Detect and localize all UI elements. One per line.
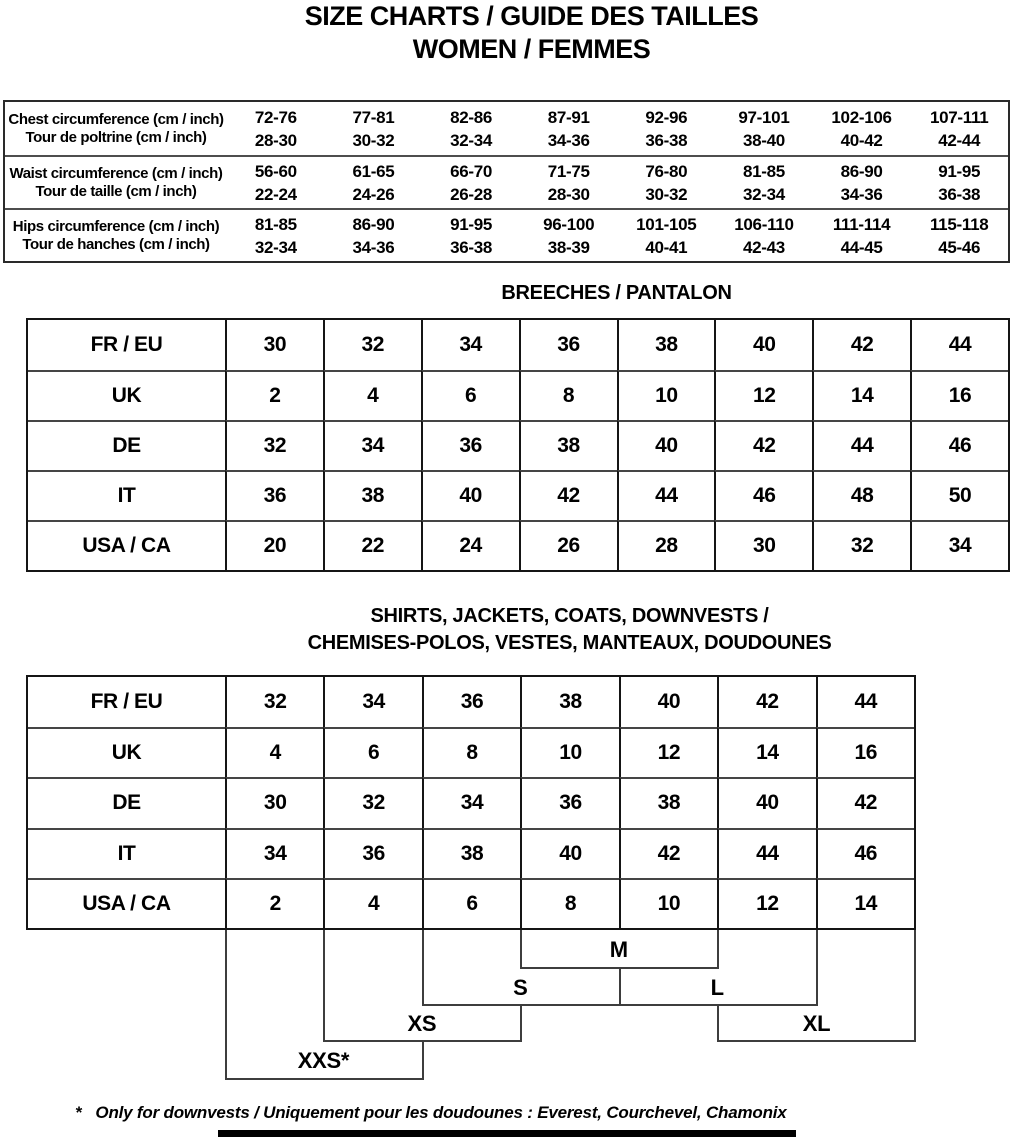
shirts-size-cell: 40	[619, 677, 717, 727]
measurement-label-en: Waist circumference (cm / inch)	[9, 164, 223, 182]
measurement-value-cell	[715, 155, 813, 208]
measurement-cm-range: 76-80	[645, 161, 688, 181]
shirts-row-label: FR / EU	[90, 690, 163, 714]
measurement-inch-range: 24-26	[352, 184, 395, 204]
measurement-inch-range: 38-39	[547, 237, 590, 257]
shirts-size-cell: 36	[520, 777, 618, 827]
breeches-size-cell: 30	[225, 320, 323, 370]
shirts-size-cell: 46	[816, 828, 914, 878]
breeches-size-cell: 12	[714, 370, 812, 420]
shirts-size-cell: 30	[225, 777, 323, 827]
breeches-size-cell: 38	[519, 420, 617, 470]
shirts-size-cell: 4	[323, 878, 421, 928]
breeches-size-cell: 10	[617, 370, 715, 420]
measurement-inch-range: 28-30	[547, 184, 590, 204]
breeches-size-cell: 42	[714, 420, 812, 470]
size-band-label: L	[710, 974, 724, 1000]
measurement-inch-range: 26-28	[450, 184, 493, 204]
breeches-size-cell: 36	[519, 320, 617, 370]
measurement-value-cell	[813, 102, 911, 155]
footnote-text: Only for downvests / Uniquement pour les doudounes : Everest, Courchevel, Chamonix	[95, 1103, 787, 1122]
footnote	[75, 1103, 787, 1123]
breeches-size-cell: 26	[519, 520, 617, 570]
shirts-size-cell: 14	[816, 878, 914, 928]
size-band-label: XS	[407, 1011, 437, 1036]
measurement-value-cell	[227, 208, 325, 261]
breeches-size-cell: 36	[421, 420, 519, 470]
breeches-size-cell: 38	[617, 320, 715, 370]
breeches-size-cell: 50	[910, 470, 1008, 520]
breeches-row-label: FR / EU	[90, 333, 163, 356]
measurement-label-fr: Tour de poltrine (cm / inch)	[25, 128, 207, 146]
shirts-size-cell: 40	[717, 777, 815, 827]
measurement-cm-range: 107-111	[929, 107, 989, 127]
measurement-inch-range: 32-34	[450, 130, 493, 150]
shirts-size-cell: 32	[323, 777, 421, 827]
measurement-cm-range: 97-101	[738, 107, 790, 127]
measurement-cm-range: 91-95	[450, 214, 493, 234]
shirts-size-table	[26, 675, 916, 930]
breeches-size-cell: 38	[323, 470, 421, 520]
shirts-size-cell: 44	[816, 677, 914, 727]
shirts-size-cell: 36	[422, 677, 520, 727]
breeches-size-cell: 34	[421, 320, 519, 370]
shirts-heading-line1: SHIRTS, JACKETS, COATS, DOWNVESTS /	[370, 605, 769, 627]
title-line1: SIZE CHARTS / GUIDE DES TAILLES	[304, 1, 759, 31]
measurement-cm-range: 101-105	[636, 214, 697, 234]
size-band-line	[914, 930, 916, 1042]
breeches-size-cell: 20	[225, 520, 323, 570]
measurement-cm-range: 115-118	[929, 214, 989, 234]
measurement-value-cell	[325, 155, 423, 208]
measurement-inch-range: 30-32	[352, 130, 395, 150]
breeches-size-cell: 40	[617, 420, 715, 470]
measurement-cm-range: 72-76	[254, 107, 297, 127]
measurement-inch-range: 30-32	[645, 184, 688, 204]
measurement-cm-range: 87-91	[547, 107, 590, 127]
breeches-size-cell: 28	[617, 520, 715, 570]
shirts-size-cell: 16	[816, 727, 914, 777]
measurement-inch-range: 38-40	[742, 130, 785, 150]
measurement-label-en: Chest circumference (cm / inch)	[8, 110, 224, 128]
measurement-inch-range: 40-42	[840, 130, 883, 150]
shirts-size-cell: 14	[717, 727, 815, 777]
footnote-marker: *	[75, 1103, 82, 1122]
breeches-size-cell: 42	[812, 320, 910, 370]
measurement-value-cell	[618, 208, 716, 261]
breeches-size-cell: 40	[714, 320, 812, 370]
measurement-cm-range: 61-65	[352, 161, 395, 181]
breeches-size-cell: 44	[617, 470, 715, 520]
size-band-label: XL	[802, 1011, 831, 1036]
breeches-size-cell: 40	[421, 470, 519, 520]
measurement-cm-range: 66-70	[450, 161, 493, 181]
measurement-inch-range: 36-38	[450, 237, 493, 257]
size-band-line	[422, 930, 424, 1006]
measurement-inch-range: 36-38	[645, 130, 688, 150]
measurement-value-cell	[715, 102, 813, 155]
size-band-label: S	[513, 974, 528, 1000]
measurement-value-cell	[618, 155, 716, 208]
measurement-row-label	[5, 102, 227, 155]
shirts-size-cell: 2	[225, 878, 323, 928]
breeches-row-label: USA / CA	[28, 520, 225, 570]
breeches-row-label: IT	[28, 470, 225, 520]
breeches-size-cell: 46	[910, 420, 1008, 470]
shirts-size-cell: 6	[422, 878, 520, 928]
measurement-cm-range: 111-114	[832, 214, 891, 234]
shirts-row-label: DE	[28, 777, 225, 827]
measurement-cm-range: 77-81	[352, 107, 395, 127]
measurement-cm-range: 81-85	[254, 214, 297, 234]
measurement-value-cell	[910, 102, 1008, 155]
title-line2: WOMEN / FEMMES	[412, 34, 651, 64]
measurement-inch-range: 34-36	[840, 184, 883, 204]
measurement-value-cell	[325, 208, 423, 261]
measurement-value-cell	[422, 102, 520, 155]
measurement-value-cell	[227, 155, 325, 208]
shirts-size-cell: 38	[422, 828, 520, 878]
breeches-row-label: UK	[28, 370, 225, 420]
measurement-inch-range: 34-36	[352, 237, 395, 257]
measurement-inch-range: 40-41	[645, 237, 688, 257]
breeches-size-cell: 4	[323, 370, 421, 420]
breeches-size-table	[26, 318, 1010, 572]
measurement-label-fr: Tour de taille (cm / inch)	[35, 182, 197, 200]
measurement-cm-range: 86-90	[352, 214, 395, 234]
size-band-line	[717, 930, 719, 969]
shirts-size-cell: 34	[323, 677, 421, 727]
measurement-value-cell	[910, 155, 1008, 208]
size-band-line	[323, 930, 325, 1042]
measurement-cm-range: 71-75	[547, 161, 590, 181]
breeches-size-cell: 2	[225, 370, 323, 420]
measurement-value-cell	[325, 102, 423, 155]
measurement-cm-range: 81-85	[742, 161, 785, 181]
shirts-size-cell: 36	[323, 828, 421, 878]
breeches-size-cell: 32	[323, 320, 421, 370]
shirts-size-cell: 8	[520, 878, 618, 928]
measurement-inch-range: 42-44	[938, 130, 981, 150]
measurement-inch-range: 32-34	[742, 184, 785, 204]
shirts-heading-line2: CHEMISES-POLOS, VESTES, MANTEAUX, DOUDOUNES	[307, 632, 832, 654]
size-band-line	[520, 1006, 522, 1042]
body-measurements-table	[3, 100, 1010, 263]
breeches-size-cell: 44	[910, 320, 1008, 370]
shirts-size-cell: 12	[619, 727, 717, 777]
measurement-inch-range: 22-24	[254, 184, 297, 204]
size-band-line	[422, 1042, 424, 1080]
shirts-size-cell: 44	[717, 828, 815, 878]
breeches-size-cell: 36	[225, 470, 323, 520]
breeches-size-cell: 8	[519, 370, 617, 420]
measurement-value-cell	[520, 102, 618, 155]
shirts-size-cell: 38	[619, 777, 717, 827]
size-band-line	[619, 969, 621, 1006]
measurement-label-fr: Tour de hanches (cm / inch)	[22, 235, 210, 253]
measurement-cm-range: 96-100	[543, 214, 595, 234]
breeches-size-cell: 32	[225, 420, 323, 470]
measurement-value-cell	[520, 208, 618, 261]
measurement-inch-range: 32-34	[254, 237, 297, 257]
measurement-value-cell	[618, 102, 716, 155]
shirts-size-cell: 34	[422, 777, 520, 827]
measurement-cm-range: 92-96	[645, 107, 688, 127]
measurement-inch-range: 28-30	[254, 130, 297, 150]
shirts-size-cell: 10	[619, 878, 717, 928]
breeches-size-cell: 22	[323, 520, 421, 570]
measurement-inch-range: 34-36	[547, 130, 590, 150]
breeches-size-cell: 24	[421, 520, 519, 570]
size-band-line	[225, 930, 227, 1080]
measurement-inch-range: 44-45	[840, 237, 883, 257]
breeches-size-cell: 48	[812, 470, 910, 520]
measurement-value-cell	[422, 155, 520, 208]
shirts-size-cell: 42	[816, 777, 914, 827]
shirts-size-cell: 42	[717, 677, 815, 727]
shirts-size-cell: 32	[225, 677, 323, 727]
measurement-value-cell	[227, 102, 325, 155]
shirts-row-label: UK	[28, 727, 225, 777]
measurement-cm-range: 106-110	[734, 214, 794, 234]
bottom-edge-bar	[218, 1130, 796, 1137]
breeches-size-cell: 42	[519, 470, 617, 520]
breeches-size-cell: 34	[910, 520, 1008, 570]
shirts-row-label: USA / CA	[28, 878, 225, 928]
breeches-size-cell: 30	[714, 520, 812, 570]
breeches-size-cell: 32	[812, 520, 910, 570]
shirts-heading	[223, 603, 916, 657]
measurement-value-cell	[715, 208, 813, 261]
measurement-value-cell	[813, 155, 911, 208]
breeches-size-cell: 6	[421, 370, 519, 420]
size-band-line	[520, 930, 522, 969]
page-title	[0, 0, 1013, 66]
breeches-size-cell: 46	[714, 470, 812, 520]
measurement-cm-range: 102-106	[831, 107, 892, 127]
breeches-size-cell: 14	[812, 370, 910, 420]
size-band-label: XXS*	[297, 1048, 350, 1073]
shirts-size-cell: 40	[520, 828, 618, 878]
measurement-cm-range: 91-95	[938, 161, 981, 181]
shirts-size-cell: 4	[225, 727, 323, 777]
shirts-size-cell: 42	[619, 828, 717, 878]
shirts-size-cell: 38	[520, 677, 618, 727]
shirts-size-cell: 12	[717, 878, 815, 928]
breeches-row-label: DE	[28, 420, 225, 470]
measurement-value-cell	[520, 155, 618, 208]
measurement-row-label	[5, 155, 227, 208]
measurement-label-en: Hips circumference (cm / inch)	[12, 217, 220, 235]
shirts-size-cell: 34	[225, 828, 323, 878]
shirts-size-cell: 10	[520, 727, 618, 777]
size-band-line	[717, 1006, 719, 1042]
breeches-size-cell: 44	[812, 420, 910, 470]
size-band-line	[816, 930, 818, 1006]
measurement-cm-range: 56-60	[254, 161, 297, 181]
measurement-value-cell	[910, 208, 1008, 261]
measurement-inch-range: 36-38	[938, 184, 981, 204]
shirts-size-cell: 8	[422, 727, 520, 777]
measurement-value-cell	[813, 208, 911, 261]
measurement-cm-range: 86-90	[840, 161, 883, 181]
measurement-row-label	[5, 208, 227, 261]
measurement-inch-range: 42-43	[742, 237, 785, 257]
breeches-size-cell: 34	[323, 420, 421, 470]
size-band-label: M	[609, 936, 628, 962]
breeches-heading: BREECHES / PANTALON	[501, 282, 732, 304]
shirts-row-label: IT	[28, 828, 225, 878]
measurement-cm-range: 82-86	[450, 107, 493, 127]
shirts-size-cell: 6	[323, 727, 421, 777]
breeches-size-cell: 16	[910, 370, 1008, 420]
measurement-inch-range: 45-46	[938, 237, 981, 257]
measurement-value-cell	[422, 208, 520, 261]
